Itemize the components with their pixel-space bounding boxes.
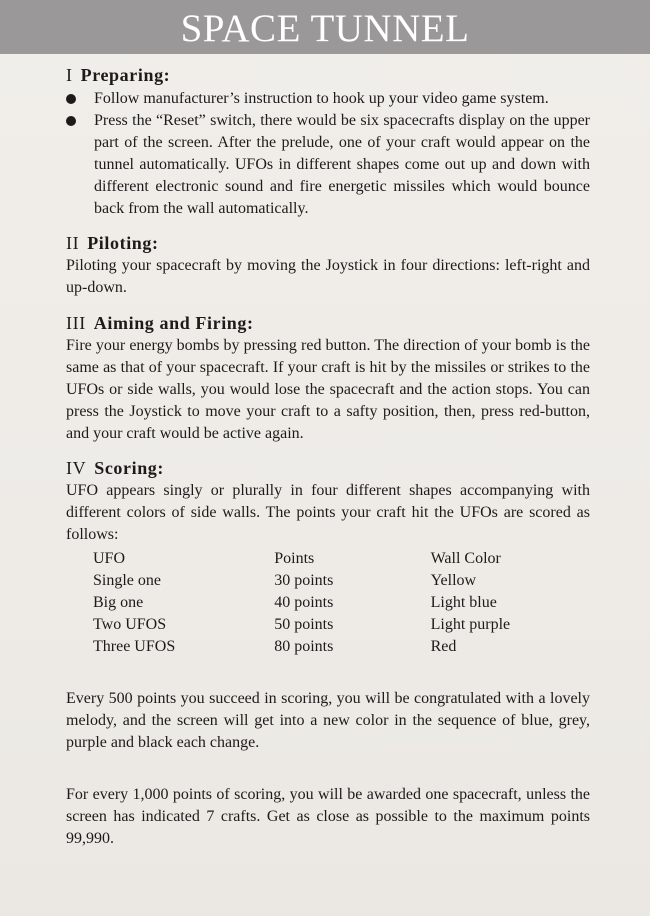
table-row [93,570,590,592]
section-title: Scoring: [94,458,164,478]
piloting-text: Piloting your spacecraft by moving the Joystick in four directions: left-right and up-down. [66,257,590,296]
manual-content [66,64,590,850]
table-row [93,636,590,658]
table-header-ufo: UFO [93,550,126,567]
table-header-row [93,548,590,570]
page-title: SPACE TUNNEL [180,6,470,50]
table-cell-points: 50 points [274,616,334,633]
bullet-icon [66,94,76,104]
table-cell-ufo: Single one [93,572,161,589]
preparing-bullets [66,88,590,220]
bullet-item [66,88,590,110]
section-number: IV [66,458,87,478]
section-title: Piloting: [87,233,159,253]
section-title: Aiming and Firing: [93,313,254,333]
bullet-icon [66,116,76,126]
scoring-text: UFO appears singly or plurally in four different shapes accompanying with different colors of side walls. The points your craft hit the UFOs are scored as follows: [66,482,590,543]
table-cell-ufo: Two UFOS [93,616,167,633]
bullet-item [66,110,590,220]
section-title: Preparing: [80,65,171,85]
section-number: III [66,313,86,333]
table-cell-points: 30 points [274,572,334,589]
bullet-text: Follow manufacturer’s instruction to hook up your video game system. [94,90,549,107]
table-cell-wall-color: Yellow [430,572,477,589]
section-heading-piloting [66,232,590,254]
section-heading-preparing [66,64,590,86]
table-cell-ufo: Big one [93,594,144,611]
table-header-points: Points [274,550,315,567]
table-cell-ufo: Three UFOS [93,638,176,655]
section-number: I [66,65,73,85]
table-row [93,592,590,614]
closing-paragraph-melody: Every 500 points you succeed in scoring, you will be congratulated with a lovely melody, and the screen will get into a new color in the sequence of blue, grey, purple and black each change. [66,690,590,751]
section-number: II [66,233,80,253]
aiming-text: Fire your energy bombs by pressing red button. The direction of your bomb is the same as that of your spacecraft. If your craft is hit by the missiles or strikes to the UFOs or side walls, you would lose the spacecraft and the action stops. You can press the Joystick to move your craft to a safty position, then, press red-button, and your craft would be active again. [66,337,590,442]
table-cell-points: 80 points [274,638,334,655]
table-cell-points: 40 points [274,594,334,611]
section-heading-scoring [66,457,590,479]
title-bar [0,0,650,54]
score-table [93,548,590,658]
bullet-text: Press the “Reset” switch, there would be six spacecrafts display on the upper part of the screen. After the prelude, one of your craft would appear on the tunnel automatically. UFOs in different shapes come out up and down with different electronic sound and fire energetic missiles which would bounce back from the wall automatically. [94,112,590,217]
section-heading-aiming [66,312,590,334]
table-cell-wall-color: Light blue [430,594,497,611]
table-cell-wall-color: Light purple [430,616,511,633]
closing-paragraph-bonus: For every 1,000 points of scoring, you will be awarded one spacecraft, unless the screen has indicated 7 crafts. Get as close as possible to the maximum points 99,990. [66,786,590,847]
table-row [93,614,590,636]
table-cell-wall-color: Red [430,638,457,655]
table-header-wall-color: Wall Color [430,550,501,567]
